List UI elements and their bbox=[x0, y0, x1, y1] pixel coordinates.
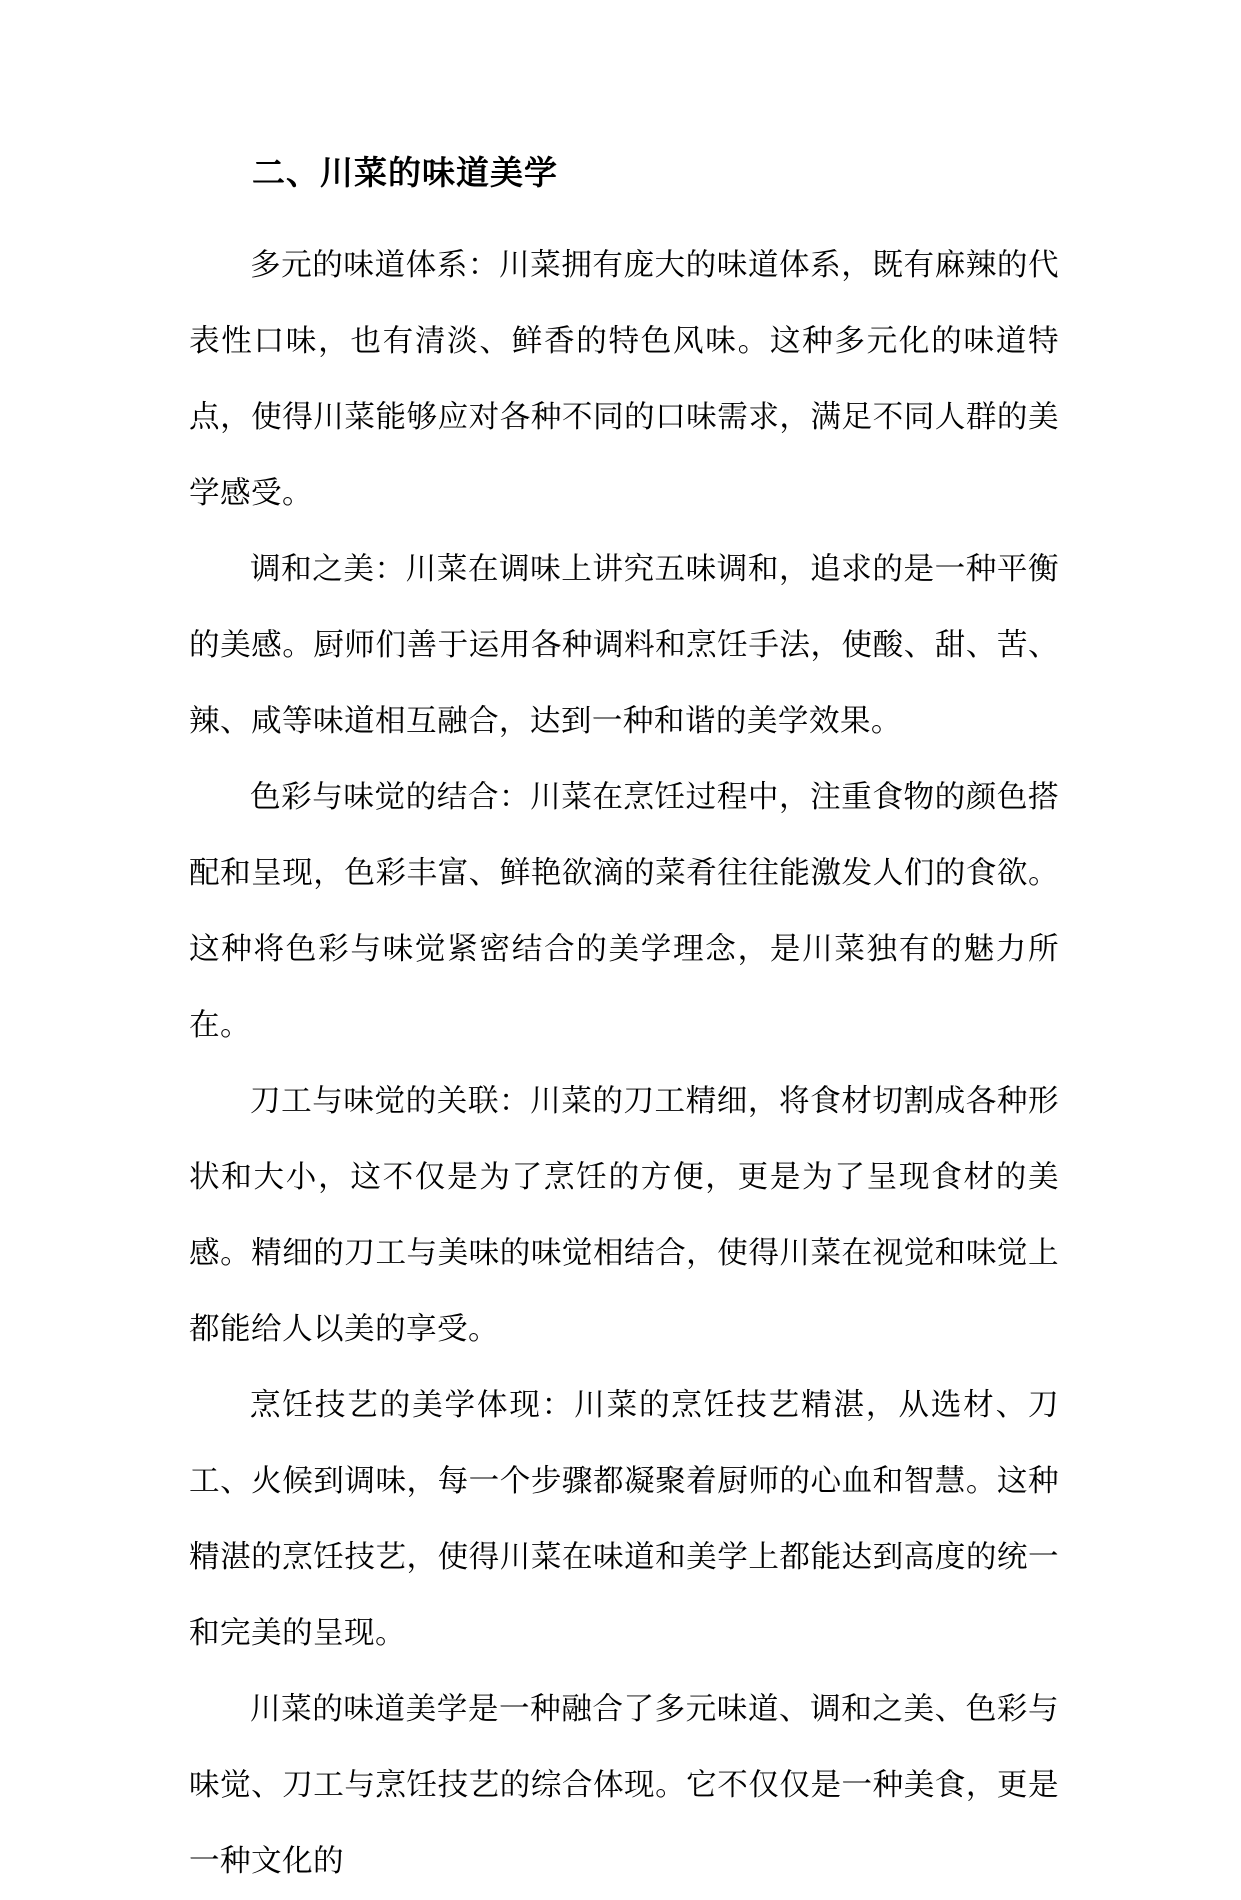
paragraph-cooking-skill: 烹饪技艺的美学体现：川菜的烹饪技艺精湛，从选材、刀工、火候到调味，每一个步骤都凝聚着厨师的心血和智慧。这种精湛的烹饪技艺，使得川菜在味道和美学上都能达到高度的统一和完美的呈现。 bbox=[189, 1388, 1059, 1651]
body-text bbox=[189, 228, 1059, 1900]
section-heading: 二、川菜的味道美学 bbox=[252, 153, 558, 192]
paragraph-color-and-taste: 色彩与味觉的结合：川菜在烹饪过程中，注重食物的颜色搭配和呈现，色彩丰富、鲜艳欲滴的菜肴往往能激发人们的食欲。这种将色彩与味觉紧密结合的美学理念，是川菜独有的魅力所在。 bbox=[189, 780, 1059, 1043]
paragraph-summary: 川菜的味道美学是一种融合了多元味道、调和之美、色彩与味觉、刀工与烹饪技艺的综合体现。它不仅仅是一种美食，更是一种文化的 bbox=[189, 1692, 1059, 1879]
paragraph-knife-work: 刀工与味觉的关联：川菜的刀工精细，将食材切割成各种形状和大小，这不仅是为了烹饪的方便，更是为了呈现食材的美感。精细的刀工与美味的味觉相结合，使得川菜在视觉和味觉上都能给人以美的享受。 bbox=[189, 1084, 1059, 1347]
paragraph-harmony: 调和之美：川菜在调味上讲究五味调和，追求的是一种平衡的美感。厨师们善于运用各种调料和烹饪手法，使酸、甜、苦、辣、咸等味道相互融合，达到一种和谐的美学效果。 bbox=[189, 552, 1059, 739]
paragraph-flavor-system: 多元的味道体系：川菜拥有庞大的味道体系，既有麻辣的代表性口味，也有清淡、鲜香的特色风味。这种多元化的味道特点，使得川菜能够应对各种不同的口味需求，满足不同人群的美学感受。 bbox=[189, 248, 1059, 511]
